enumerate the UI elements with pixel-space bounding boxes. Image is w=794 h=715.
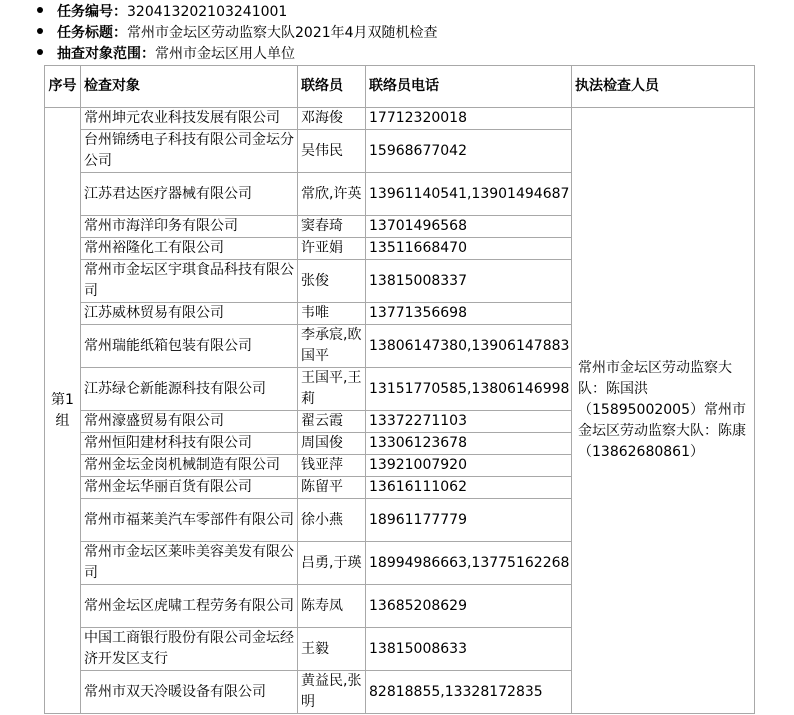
scope-label: 抽查对象范围： [57,46,155,62]
contact-cell: 窦春琦 [298,216,366,238]
contact-cell: 周国俊 [298,433,366,455]
contact-cell: 许亚娟 [298,238,366,260]
task-title-item [37,22,438,44]
group-cell: 第1组 [45,108,81,714]
company-cell: 常州恒阳建材科技有限公司 [81,433,298,455]
phone-cell: 13771356698 [366,303,572,325]
bullet-icon [37,28,43,34]
task-title-value: 常州市金坛区劳动监察大队2021年4月双随机检查 [127,25,438,41]
contact-cell: 王毅 [298,628,366,671]
table-row [45,108,755,130]
contact-cell: 翟云霞 [298,411,366,433]
company-cell: 常州金坛金岗机械制造有限公司 [81,455,298,477]
company-cell: 常州金坛区虎啸工程劳务有限公司 [81,585,298,628]
phone-cell: 13921007920 [366,455,572,477]
company-cell: 江苏君达医疗器械有限公司 [81,173,298,216]
phone-cell: 13151770585,13806146998 [366,368,572,411]
contact-cell: 邓海俊 [298,108,366,130]
contact-cell: 王国平,王莉 [298,368,366,411]
phone-cell: 13815008337 [366,260,572,303]
inspector-cell: 常州市金坛区劳动监察大队：陈国洪（15895002005）常州市金坛区劳动监察大队：陈康（13862680861） [572,108,755,714]
company-cell: 常州金坛华丽百货有限公司 [81,477,298,499]
header-company: 检查对象 [81,66,298,108]
phone-cell: 13701496568 [366,216,572,238]
bullet-icon [37,7,43,13]
task-number-item [37,1,287,23]
phone-cell: 13961140541,13901494687 [366,173,572,216]
company-cell: 常州濠盛贸易有限公司 [81,411,298,433]
contact-cell: 陈留平 [298,477,366,499]
company-cell: 中国工商银行股份有限公司金坛经济开发区支行 [81,628,298,671]
contact-cell: 吕勇,于瑛 [298,542,366,585]
phone-cell: 13685208629 [366,585,572,628]
contact-cell: 张俊 [298,260,366,303]
company-cell: 常州市金坛区宇琪食品科技有限公司 [81,260,298,303]
phone-cell: 17712320018 [366,108,572,130]
phone-cell: 13306123678 [366,433,572,455]
company-cell: 常州市福莱美汽车零部件有限公司 [81,499,298,542]
phone-cell: 15968677042 [366,130,572,173]
header-contact: 联络员 [298,66,366,108]
contact-cell: 钱亚萍 [298,455,366,477]
header-seq: 序号 [45,66,81,108]
inspection-table [44,65,755,714]
phone-cell: 13616111062 [366,477,572,499]
company-cell: 常州市海洋印务有限公司 [81,216,298,238]
task-number-label: 任务编号： [57,4,127,20]
company-cell: 江苏威林贸易有限公司 [81,303,298,325]
company-cell: 江苏绿仑新能源科技有限公司 [81,368,298,411]
header-inspector: 执法检查人员 [572,66,755,108]
phone-cell: 82818855,13328172835 [366,671,572,714]
phone-cell: 13815008633 [366,628,572,671]
scope-item [37,43,295,65]
company-cell: 常州市金坛区莱咔美容美发有限公司 [81,542,298,585]
bullet-icon [37,49,43,55]
task-title-label: 任务标题： [57,25,127,41]
phone-cell: 13372271103 [366,411,572,433]
contact-cell: 常欣,许英 [298,173,366,216]
company-cell: 台州锦绣电子科技有限公司金坛分公司 [81,130,298,173]
phone-cell: 13806147380,13906147883 [366,325,572,368]
table-header-row [45,66,755,108]
contact-cell: 吴伟民 [298,130,366,173]
company-cell: 常州市双天冷暖设备有限公司 [81,671,298,714]
phone-cell: 13511668470 [366,238,572,260]
contact-cell: 徐小燕 [298,499,366,542]
phone-cell: 18961177779 [366,499,572,542]
company-cell: 常州坤元农业科技发展有限公司 [81,108,298,130]
contact-cell: 黄益民,张明 [298,671,366,714]
task-number-value: 320413202103241001 [127,4,288,20]
header-phone: 联络员电话 [366,66,572,108]
contact-cell: 李承宸,欧国平 [298,325,366,368]
company-cell: 常州裕隆化工有限公司 [81,238,298,260]
company-cell: 常州瑞能纸箱包装有限公司 [81,325,298,368]
scope-value: 常州市金坛区用人单位 [155,46,295,62]
contact-cell: 陈寿凤 [298,585,366,628]
contact-cell: 韦唯 [298,303,366,325]
phone-cell: 18994986663,13775162268 [366,542,572,585]
